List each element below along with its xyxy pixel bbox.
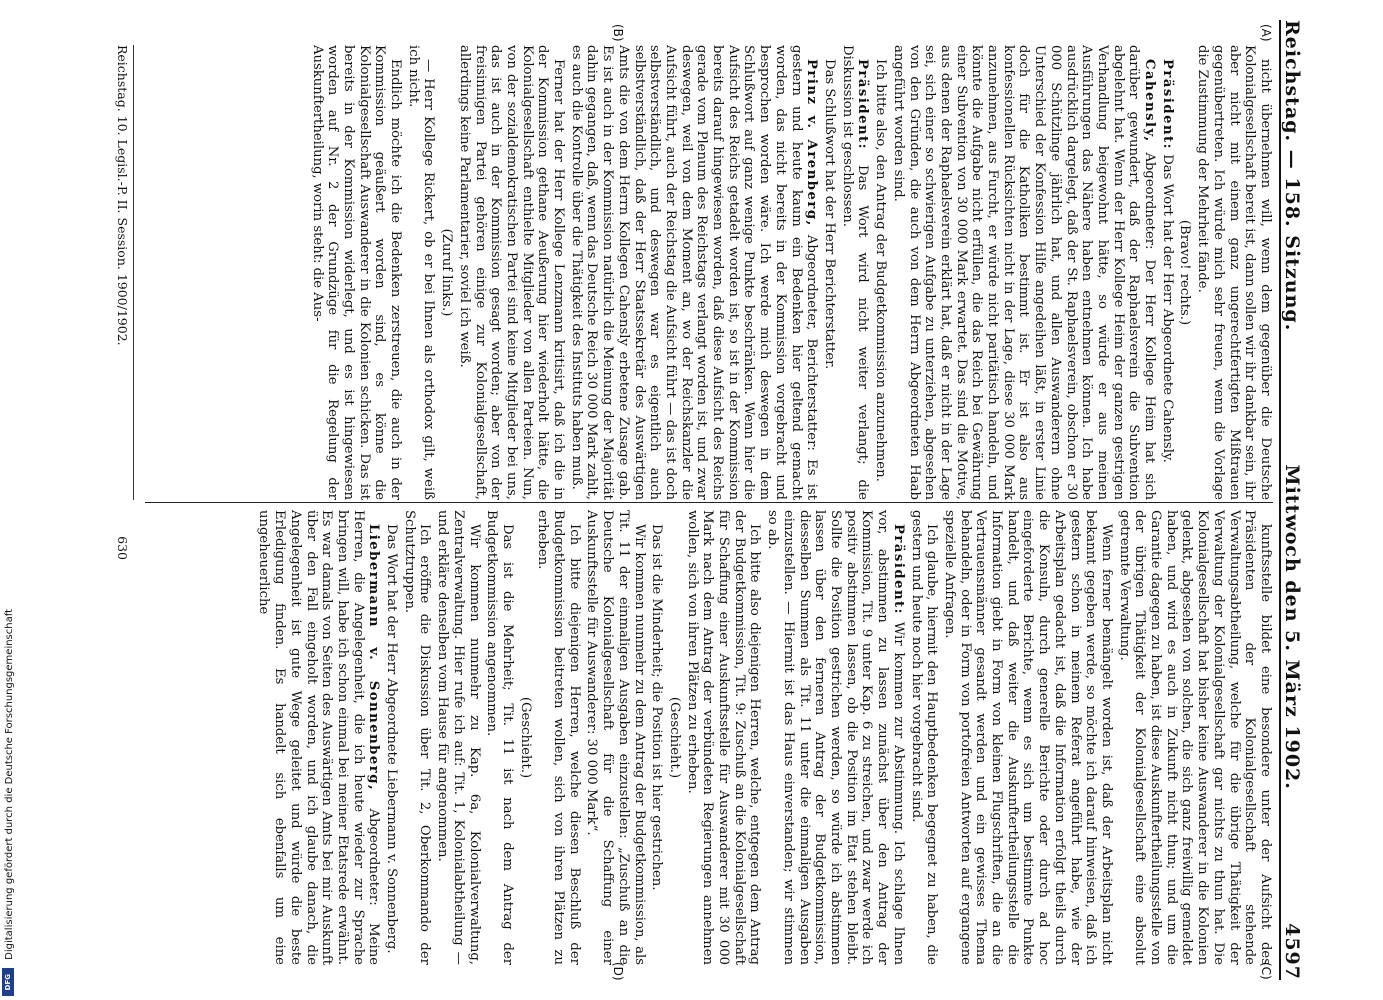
speech-text: Das Wort wird nicht weiter verlangt; die Diskussion ist geschlossen. xyxy=(839,45,871,500)
header-date: Mittwoch den 5. März 1902. xyxy=(1281,464,1303,790)
body-paragraph: Ich bitte diejenigen Herren, welche diesen Beschluß der Budgetkommission beitreten wollen, sich von ihren Plätzen zu erheben. xyxy=(535,510,582,965)
body-paragraph: Wir kommen nunmehr zu dem Antrag der Budgetkommission, als Tit. 11 der einmaligen Ausgaben einzustellen: „Zuschuß an die Deutsche Kolonialgesellschaft für die Schaffung einer Auskunftsstelle für Auswanderer: 30 000 Mark“. xyxy=(584,510,647,965)
speech-paragraph xyxy=(839,45,870,500)
right-column xyxy=(145,510,1273,965)
page-footer: Reichstag. 10. Legisl.-P. II. Session. 1900/1902. xyxy=(115,45,134,500)
body-paragraph: Das Schlußwort hat der Herr Berichterstatter. xyxy=(822,59,838,370)
margin-mark-d: (D) xyxy=(611,962,625,981)
speech-text: Das Wort hat der Herr Abgeordnete Cahensly. xyxy=(1159,154,1175,463)
body-paragraph: Wenn ferner bemängelt worden ist, daß der Arbeitsplan nicht bekannt gegeben werde, so möchte ich darauf hinweisen, daß ich gestern schon in meinem Referat angeführt habe, wie der Arbeitsplan gedacht ist, daß die Information erfolgt theils durch die Konsuln, durch generelle Berichte oder durch ad hoc eingeforderte Berichte, wenn es sich um bestimmte Punkte handelt, und daß weiter die Auskunftertheilungsstelle die Information giebt in Form von kleinen Flugschriften, die an die Vertrauensmänner gesandt werden und ein gewisses Thema behandeln, oder in Form von portofreien Antworten auf ergangene spezielle Anfragen. xyxy=(941,510,1114,965)
speech-text: Abgeordneter: Der Herr Kollege Heim hat sich darüber gewundert, daß der Raphaelsverein die Subvention abgelehnt hat. Wenn der Herr Kollege Heim der ganzen gestrigen Verhandlung beigewohnt hätte, so würde er aus meinen Ausführungen das Nähere haben entnehmen können. Ich habe ausdrücklich dargelegt, daß der St. Raphaelsverein, obschon er 30 000 Schützlinge jährlich hat, und allen Auswanderern ohne Unterschied der Konfession Hilfe angedeihen läßt, in erster Linie doch für die Katholiken bestimmt ist. Er ist also aus konfessionellen Rücksichten nicht in der Lage, diese 30 000 Mark anzunehmen, aus Furcht, er würde nicht paritätisch handeln, und könnte die Aufgabe nicht erfüllen, die das Reich bei Gewährung einer Subvention von 30 000 Mark erwartet. Das sind die Motive, aus denen der Raphaelsverein erklärt hat, daß er nicht in der Lage sei, sich einer so schwierigen Aufgabe zu unterziehen, abgesehen von den Gründen, die auch von dem Herrn Abgeordneten Haab angeführt worden sind. xyxy=(890,45,1158,500)
speech-paragraph xyxy=(1159,45,1175,500)
header-left: Reichstag. — 158. Sitzung. xyxy=(1281,20,1303,332)
body-paragraph: Wir kommen nunmehr zu Kap. 6a, Kolonialverwaltung, Zentralverwaltung. Hier rufe ich auf: Tit. 1, Kolonialabtheilung — und erkläre denselben vom Hause für angenommen. xyxy=(435,510,482,965)
body-paragraph: Endlich möchte ich die Bedenken zerstreuen, die auch in der Kommission geäußert worden sind, es könne die Kolonialgesellschaft Auswanderer in die Kolonien schicken. Das ist bereits in der Kommission widerlegt, und es ist hingewiesen worden auf Nr. 2 der Grundzüge für die Regelung der Auskunftertheilung, worin steht: die Aus- xyxy=(309,45,404,500)
speech-paragraph xyxy=(256,510,382,965)
speech-text: Abgeordneter, Berichterstatter: Es ist gestern und heute kaum ein Bedenken hier geltend gemacht worden, das nicht bereits in der Kommission vorgebracht und besprochen worden wäre. Ich werde mich deswegen in dem Schlußwort auf ganz wenige Punkte beschränken. Wenn hier die Aufsicht des Reichs getadelt worden ist, so ist in der Kommission bereits darauf hingewiesen worden, daß diese Aufsicht des Reichs gerade vom Plenum des Reichstags verlangt worden ist, und zwar deswegen, weil von dem Moment an, wo der Reichskanzler die Aufsicht führt, auch der Reichstag die Aufsicht führt — das ist doch selbstverständlich, und deswegen war es eigentlich auch selbstverständlich, daß der Herr Staatssekretär des Auswärtigen Amts die von dem Herrn Kollegen Cahensly erbetene Zusage gab. Es ist auch in der Kommission natürlich die Meinung der Majorität dahin gegangen, daß, wenn das Deutsche Reich 30 000 Mark zahlt, es auch die Kontrolle über die Thätigkeit des Instituts haben muß. xyxy=(568,45,820,500)
scanned-page xyxy=(85,0,1325,1000)
digitization-note-text: Digitalisierung gefördert durch die Deutsche Forschungsgemeinschaft xyxy=(3,609,15,960)
margin-mark-b: (B) xyxy=(611,24,625,42)
margin-mark-c: (C) xyxy=(1259,962,1273,980)
column-divider xyxy=(145,502,1273,503)
body-paragraph: nicht übernehmen will, wenn dem gegenüber die Deutsche Kolonialgesellschaft bereit ist, dann sollen wir ihr dankbar sein, ihr aber nicht mit einem ganz ungerechtfertigten Mißtrauen gegenübertreten. Ich würde mich sehr freuen, wenn die Vorlage die Zustimmung der Mehrheit fände. xyxy=(1195,45,1273,500)
header-page-number: 4597 xyxy=(1281,923,1303,980)
speaker-name: Präsident: xyxy=(1159,59,1175,151)
body-paragraph: Das ist die Minderheit; die Position ist hier gestrichen. xyxy=(649,524,665,891)
interjection: (Geschieht.) xyxy=(517,696,533,779)
speech-text: Abgeordneter: Meine Herren, die Angelegenheit, die ich heute wieder zur Sprache bringen will, habe ich schon einmal bei meiner Etatsrede erwähnt. Es war damals von Seiten des Auswärtigen Amts bei mir Auskunft über den Fall eingeholt worden, und ich glaube danach, die Angelegenheit ist gute Wege geleitet und würde die beste Erledigung finden. Es handelt sich ebenfalls um eine ungeheuerliche xyxy=(256,510,382,965)
interjection: (Zuruf links.) xyxy=(439,228,455,317)
body-paragraph: Ich eröffne die Diskussion über Tit. 2, Oberkommando der Schutztruppen. xyxy=(401,510,433,965)
interjection: (Bravo! rechts.) xyxy=(1177,219,1193,326)
speaker-name: Präsident: xyxy=(890,524,906,616)
footer-page-number: 630 xyxy=(115,536,130,560)
dfg-logo-icon xyxy=(2,968,14,996)
speaker-name: Prinz v. Arenberg, xyxy=(804,59,820,227)
body-paragraph: Ich bitte also diejenigen Herren, welche, entgegen dem Antrag der Budgetkommission, Tit. 9: Zuschuß an die Kolonialgesellschaft für Schaffung einer Auskunftsstelle für Auswanderer mit 30 000 Mark nach dem Antrag der verbündeten Regierungen annehmen wollen, sich von ihren Plätzen zu erheben. xyxy=(684,510,763,965)
body-paragraph: Ich bitte also, den Antrag der Budgetkommission anzunehmen. xyxy=(873,59,889,482)
body-paragraph: — Herr Kollege Rickert, ob er bei Ihnen als orthodox gilt, weiß ich nicht. xyxy=(405,45,437,500)
speaker-name: Liebermann v. Sonnenberg, xyxy=(366,524,382,792)
speaker-name: Cahensly, xyxy=(1142,59,1158,143)
left-column xyxy=(145,45,1273,500)
interjection: (Geschieht.) xyxy=(666,696,682,779)
body-paragraph: Das ist die Mehrheit; Tit. 11 ist nach dem Antrag der Budgetkommission angenommen. xyxy=(484,510,515,965)
speech-paragraph xyxy=(765,510,906,965)
speech-paragraph xyxy=(568,45,819,500)
body-paragraph: Ferner hat der Herr Kollege Lenzmann kritisirt, daß ich die in der Kommission gethane Aeußerung hier wiederholt hätte, die Kolonialgesellschaft enthielte Mitglieder von allen Parteien. Nun, von der sozialdemokratischen Partei sind keine Mitglieder bei uns, das ist auch in der Kommission gesagt worden; aber von der freisinnigen Partei gehören einige zur Kolonialgesellschaft, allerdings keine Parlamentarier, soviel ich weiß. xyxy=(456,45,567,500)
margin-mark-a: (A) xyxy=(1259,24,1273,42)
page-header xyxy=(1279,20,1315,980)
digitization-note xyxy=(2,0,16,1000)
body-paragraph: Das Wort hat der Herr Abgeordnete Liebermann v. Sonnenberg. xyxy=(384,524,400,954)
dfg-logo-text: DFG xyxy=(4,973,12,991)
body-paragraph: Ich glaube, hiermit den Hauptbedenken begegnet zu haben, die gestern und heute noch hier vorgebracht sind. xyxy=(908,510,940,965)
speech-paragraph xyxy=(890,45,1157,500)
body-paragraph: kunftsstelle bildet eine besondere unter der Aufsicht des Präsidenten der Kolonialgesellschaft stehende Verwaltungsabtheilung, welche für die übrige Thätigkeit der Verwaltung der Kolonialgesellschaft gar nichts zu thun hat. Die Kolonialgesellschaft hat bisher keine Auswanderer in die Kolonien gelenkt, abgesehen von solchen, die sich ganz freiwillig gemeldet haben, und wird es auch in Zukunft nicht thun; und um die Garantie dagegen zu haben, ist diese Auskunftertheilungsstelle von der übrigen Thätigkeit der Kolonialgesellschaft eine absolut getrennte Verwaltung. xyxy=(1116,510,1273,965)
speaker-name: Präsident: xyxy=(855,59,871,151)
speech-text: Wir kommen zur Abstimmung. Ich schlage Ihnen vor, abstimmen zu lassen zunächst über den Antrag der Kommission, Tit. 9 unter Kap. 6 zu streichen, und zwar werde ich positiv abstimmen lassen, ob die Position im Etat stehen bleibt. Sollte die Position gestrichen werden, so würde ich abstimmen lassen über den ferneren Antrag der Budgetkommission, diesselben Summen als Tit. 11 unter die einmaligen Ausgaben einzustellen. — Hiermit ist das Haus einverstanden; wir stimmen so ab. xyxy=(765,510,906,965)
